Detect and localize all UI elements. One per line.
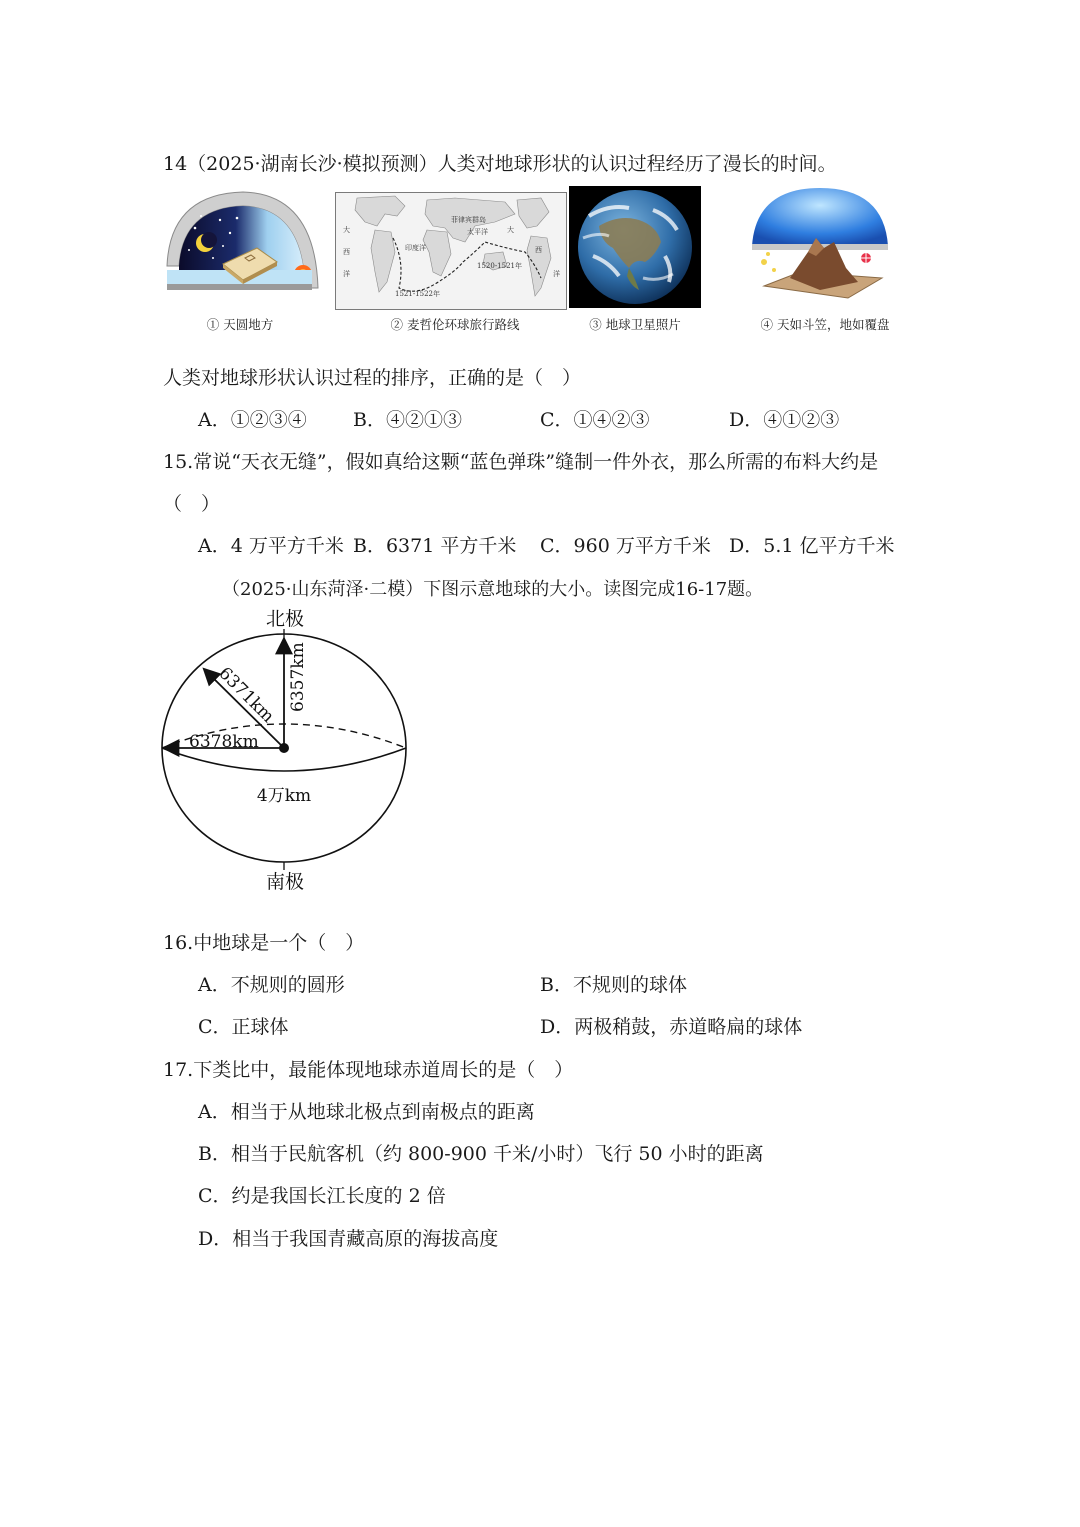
south-pole-label: 南极 [265,871,305,893]
q17-option-c[interactable]: C．约是我国长江长度的 2 倍 [198,1185,446,1207]
map-label: 1521-1522年 [395,290,440,298]
q15-option-d[interactable]: D．5.1 亿平方千米 [729,535,895,557]
caption-4: ④ 天如斗笠，地如覆盘 [760,317,890,332]
q16-option-a[interactable]: A．不规则的圆形 [198,974,345,996]
world-map-icon [335,192,567,310]
north-pole-label: 北极 [265,608,305,630]
earth-photo-icon [569,186,701,308]
hat-plate-icon [750,186,890,308]
q14-option-c[interactable]: C．①④②③ [540,409,650,431]
q15-paren: （ ） [163,493,221,515]
caption-3: ③ 地球卫星照片 [589,317,681,332]
map-label: 大 [507,226,514,234]
q16-option-d[interactable]: D．两极稍鼓，赤道略扁的球体 [540,1016,803,1038]
caption-2: ② 麦哲伦环球旅行路线 [390,317,520,332]
map-label: 洋 [553,270,560,278]
map-label: 菲律宾群岛 [451,216,486,224]
map-label: 西 [535,246,542,254]
q17-option-a[interactable]: A．相当于从地球北极点到南极点的距离 [198,1101,535,1123]
earth-size-diagram [150,600,430,900]
q15-option-c[interactable]: C．960 万平方千米 [540,535,711,557]
map-label: 洋 [343,270,350,278]
q14-option-a[interactable]: A．①②③④ [198,409,307,431]
equatorial-radius-label: 6378km [189,732,259,752]
circumference-label: 4万km [256,786,312,806]
q14-stem: 14（2025·湖南长沙·模拟预测）人类对地球形状的认识过程经历了漫长的时间。 [163,153,837,175]
map-label: 印度洋 [405,244,426,252]
earth-center [279,743,289,753]
q17-stem: 17.下类比中，最能体现地球赤道周长的是（ ） [163,1059,574,1081]
q16-option-c[interactable]: C．正球体 [198,1016,289,1038]
dome-heaven-earth-icon [165,188,320,310]
map-label: 大 [343,226,350,234]
q14-question: 人类对地球形状认识过程的排序，正确的是（ ） [163,367,582,389]
q14-option-b[interactable]: B．④②①③ [353,409,462,431]
caption-1: ① 天圆地方 [206,317,274,332]
q14-option-d[interactable]: D．④①②③ [729,409,840,431]
q17-option-b[interactable]: B．相当于民航客机（约 800-900 千米/小时）飞行 50 小时的距离 [198,1143,764,1165]
intro-16-17: （2025·山东菏泽·二模）下图示意地球的大小。读图完成16-17题。 [222,579,764,600]
mean-radius-label: 6371km [214,663,278,727]
map-label: 1520-1521年 [477,262,522,270]
q17-option-d[interactable]: D．相当于我国青藏高原的海拔高度 [198,1228,499,1250]
q15-option-b[interactable]: B．6371 平方千米 [353,535,517,557]
q16-option-b[interactable]: B．不规则的球体 [540,974,687,996]
q15-option-a[interactable]: A．4 万平方千米 [198,535,344,557]
polar-radius-label: 6357km [288,642,308,712]
q15-stem: 15.常说“天衣无缝”，假如真给这颗“蓝色弹珠”缝制一件外衣，那么所需的布料大约是 [163,451,879,473]
q16-stem: 16.中地球是一个（ ） [163,932,365,954]
map-label: 太平洋 [467,228,488,236]
map-label: 西 [343,248,350,256]
